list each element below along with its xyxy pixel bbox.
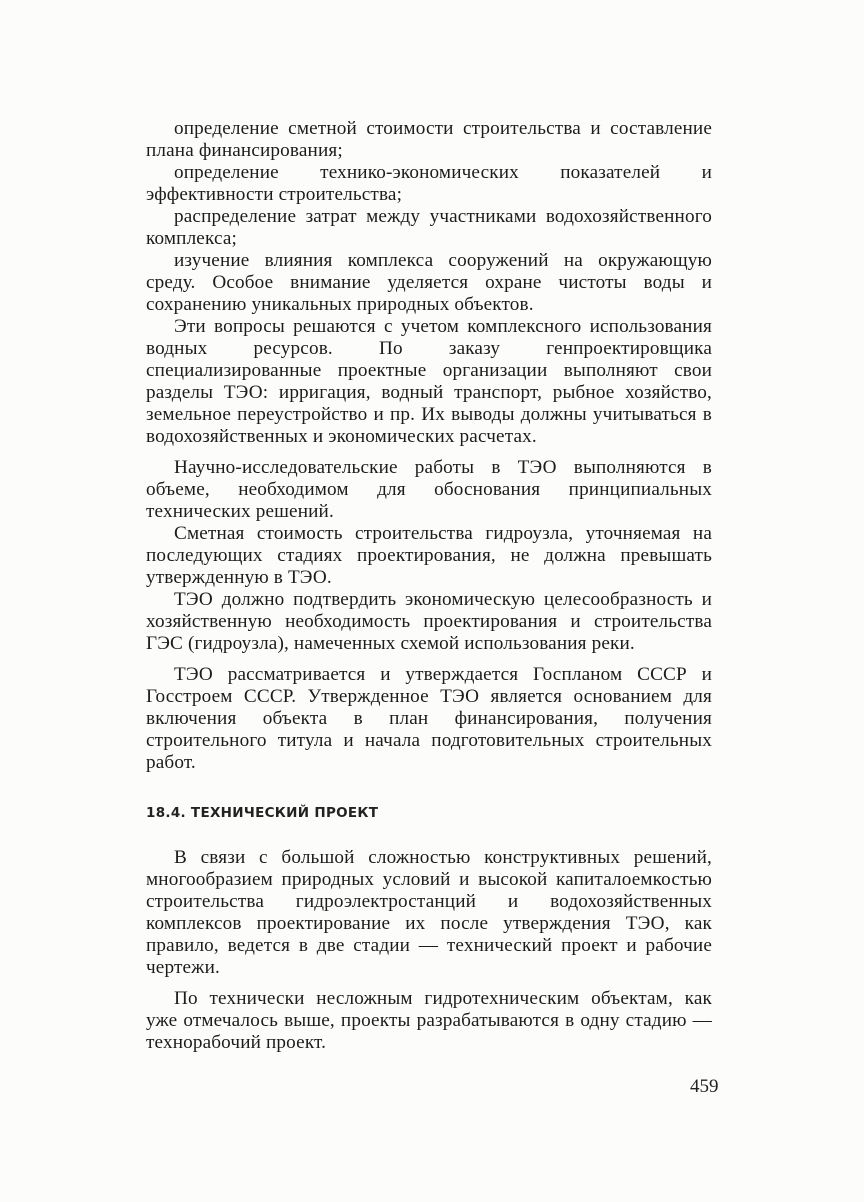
page-number: 459 [690, 1076, 719, 1097]
paragraph-approval: ТЭО рассматривается и утверждается Госпланом СССР и Госстроем СССР. Утвержденное ТЭО является основанием для включения объекта в план финансирования, получения строительного титула и начала подготовительных строительных работ. [146, 664, 712, 773]
paragraph-cost-estimate: определение сметной стоимости строительства и составление плана финансирования; [146, 118, 712, 161]
paragraph-cost-distribution: распределение затрат между участниками водохозяйственного комплекса; [146, 206, 712, 249]
section-heading: 18.4. ТЕХНИЧЕСКИЙ ПРОЕКТ [146, 805, 379, 821]
paragraph-water-resources: Эти вопросы решаются с учетом комплексного использования водных ресурсов. По заказу генпроектировщика специализированные проектные организации выполняют свои разделы ТЭО: ирригация, водный транспорт, рыбное хозяйство, земельное переустройство и пр. Их выводы должны учитываться в водохозяйственных и экономических расчетах. [146, 316, 712, 447]
paragraph-research-work: Научно-исследовательские работы в ТЭО выполняются в объеме, необходимом для обоснования принципиальных технических решений. [146, 457, 712, 522]
page-text-block [146, 118, 712, 1054]
paragraph-economic-indicators: определение технико-экономических показателей и эффективности строительства; [146, 162, 712, 205]
paragraph-feasibility: ТЭО должно подтвердить экономическую целесообразность и хозяйственную необходимость проектирования и строительства ГЭС (гидроузла), намеченных схемой использования реки. [146, 589, 712, 654]
paragraph-environment-impact: изучение влияния комплекса сооружений на окружающую среду. Особое внимание уделяется охране чистоты воды и сохранению уникальных природных объектов. [146, 250, 712, 315]
paragraph-single-stage: По технически несложным гидротехническим объектам, как уже отмечалось выше, проекты разрабатываются в одну стадию — технорабочий проект. [146, 988, 712, 1053]
paragraph-estimated-cost: Сметная стоимость строительства гидроузла, уточняемая на последующих стадиях проектирования, не должна превышать утвержденную в ТЭО. [146, 523, 712, 588]
paragraph-two-stages: В связи с большой сложностью конструктивных решений, многообразием природных условий и высокой капиталоемкостью строительства гидроэлектростанций и водохозяйственных комплексов проектирование их после утверждения ТЭО, как правило, ведется в две стадии — технический проект и рабочие чертежи. [146, 847, 712, 978]
